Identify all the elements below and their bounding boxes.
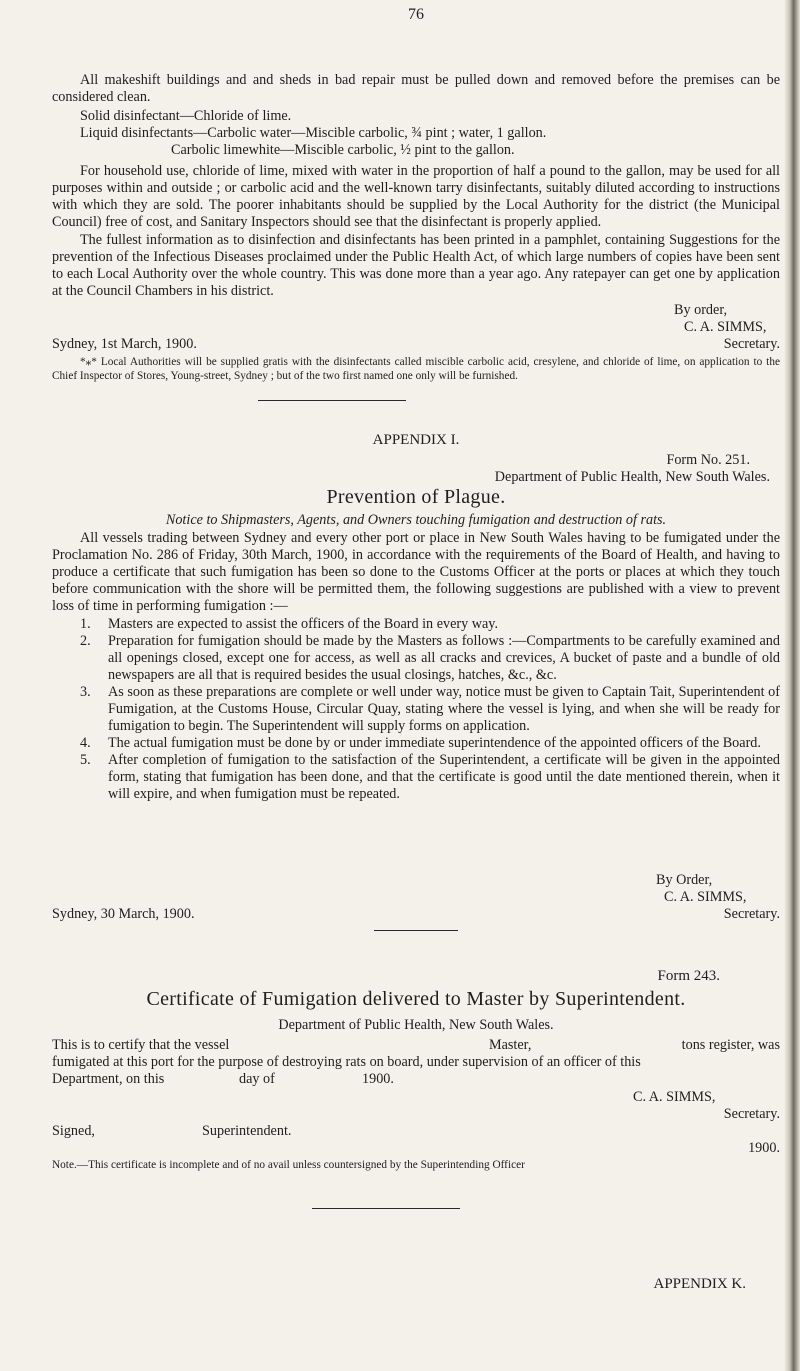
solid-disinfectant-line: Solid disinfectant—Chloride of lime. (80, 108, 292, 124)
certificate-line-1b: Master, (489, 1037, 532, 1053)
signatory-name: C. A. SIMMS, (684, 319, 767, 335)
secretary-label: Secretary. (723, 336, 780, 352)
document-page (52, 0, 780, 1371)
certificate-line-3c: 1900. (362, 1071, 394, 1087)
liquid-disinfectant-line: Liquid disinfectants—Carbolic water—Miscible carbolic, ¾ pint ; water, 1 gallon. (80, 125, 547, 141)
list-item-number: 3. (80, 684, 91, 700)
certificate-department: Department of Public Health, New South Wales. (278, 1017, 554, 1033)
footnote: *⁎* Local Authorities will be supplied gratis with the disinfectants called miscible carbolic acid, cresylene, and chloride of lime, on application to the Chief Inspector of Stores, Young-street, Sydney ; but of the two first named one only will be furnished. (52, 356, 780, 382)
list-item-number: 5. (80, 752, 91, 768)
list-item-number: 2. (80, 633, 91, 649)
list-item-text: After completion of fumigation to the satisfaction of the Superintendent, a certificate will be given in the appointed form, stating that fumigation has been done, and that the certificate is good until the date mentioned therein, when it will expire, and when fumigation must be repeated. (108, 752, 780, 802)
certificate-form-number: Form 243. (657, 968, 720, 984)
notice-lead-paragraph: All vessels trading between Sydney and every other port or place in New South Wales having to be fumigated under the Proclamation No. 286 of Friday, 30th March, 1900, in accordance with the requirements of the Board of Health, and having to produce a certificate that such fumigation has been so done to the Customs Officer at the ports or places at which they touch before communication with the shore will be permitted them, the following suggestions are published with a view to prevent loss of time in performing fumigation :— (52, 530, 780, 614)
page-number: 76 (408, 6, 424, 23)
notice-subtitle: Notice to Shipmasters, Agents, and Owners touching fumigation and destruction of rats. (165, 512, 667, 528)
section-divider (312, 1208, 460, 1209)
place-date: Sydney, 30 March, 1900. (52, 906, 195, 922)
list-item-text: The actual fumigation must be done by or under immediate superintendence of the appointed officers of the Board. (108, 735, 761, 751)
superintendent-label: Superintendent. (202, 1123, 292, 1139)
certificate-secretary: Secretary. (723, 1106, 780, 1122)
list-item (80, 633, 780, 684)
makeshift-paragraph: All makeshift buildings and and sheds in bad repair must be pulled down and removed before the premises can be considered clean. (52, 72, 780, 105)
certificate-title: Certificate of Fumigation delivered to Master by Superintendent. (146, 988, 686, 1010)
section-divider (258, 400, 406, 401)
by-order-label: By order, (674, 302, 728, 318)
list-item (80, 616, 780, 633)
certificate-line-1c: tons register, was (681, 1037, 780, 1053)
list-item (80, 735, 780, 752)
certificate-line-1a: This is to certify that the vessel (52, 1037, 230, 1053)
form-number: Form No. 251. (666, 452, 750, 468)
appendix-i-heading: APPENDIX I. (372, 432, 460, 448)
household-paragraph: For household use, chloride of lime, mixed with water in the proportion of half a pound to the gallon, may be used for all purposes within and outside ; or carbolic acid and the well-known tarry disinfectants, suitably diluted according to instructions with which they are sold. The poorer inhabitants should be supplied by the Local Authority for the district (the Municipal Council) free of cost, and Sanitary Inspectors should see that the disinfectant is properly applied. (52, 163, 780, 230)
list-item-text: Masters are expected to assist the officers of the Board in every way. (108, 616, 499, 632)
scan-page-edge (784, 0, 800, 1371)
list-item-text: As soon as these preparations are complete or well under way, notice must be given to Captain Tait, Superintendent of Fumigation, at the Customs House, Circular Quay, stating where the vessel is lying, and when she will be ready for fumigation to begin. The Superintendent will supply forms on application. (108, 684, 780, 734)
certificate-line-3a: Department, on this (52, 1071, 165, 1087)
notice-title: Prevention of Plague. (326, 486, 506, 508)
suggestions-list (80, 616, 780, 803)
secretary-label: Secretary. (723, 906, 780, 922)
by-order-label: By Order, (656, 872, 713, 888)
signed-label: Signed, (52, 1123, 95, 1139)
list-item-text: Preparation for fumigation should be made by the Masters as follows :—Compartments to be carefully examined and all openings closed, except one for access, as well as all cracks and crevices, A bucket of paste and a bundle of old newspapers are all that is required besides the usual closings, hatches, &c., &c. (108, 633, 780, 683)
certificate-note: Note.—This certificate is incomplete and of no avail unless countersigned by the Superintending Officer (52, 1159, 525, 1171)
certificate-year: 1900. (748, 1140, 780, 1156)
list-item-number: 1. (80, 616, 91, 632)
fullest-information-paragraph: The fullest information as to disinfection and disinfectants has been printed in a pamphlet, containing Suggestions for the prevention of the Infectious Diseases proclaimed under the Public Health Act, of which large numbers of copies have been sent to each Local Authority over the whole country. This was done more than a year ago. Any ratepayer can get one by application at the Council Chambers in his district. (52, 232, 780, 299)
department-line: Department of Public Health, New South Wales. (494, 469, 770, 485)
certificate-line-2: fumigated at this port for the purpose of destroying rats on board, under supervision of an officer of this (52, 1054, 641, 1070)
certificate-signatory: C. A. SIMMS, (633, 1089, 716, 1105)
section-divider (374, 930, 458, 931)
limewhite-line: Carbolic limewhite—Miscible carbolic, ½ pint to the gallon. (171, 142, 515, 158)
certificate-line-3b: day of (239, 1071, 275, 1087)
signatory-name: C. A. SIMMS, (664, 889, 747, 905)
list-item (80, 684, 780, 735)
list-item (80, 752, 780, 803)
place-date: Sydney, 1st March, 1900. (52, 336, 197, 352)
next-appendix-heading: APPENDIX K. (653, 1276, 746, 1292)
list-item-number: 4. (80, 735, 91, 751)
